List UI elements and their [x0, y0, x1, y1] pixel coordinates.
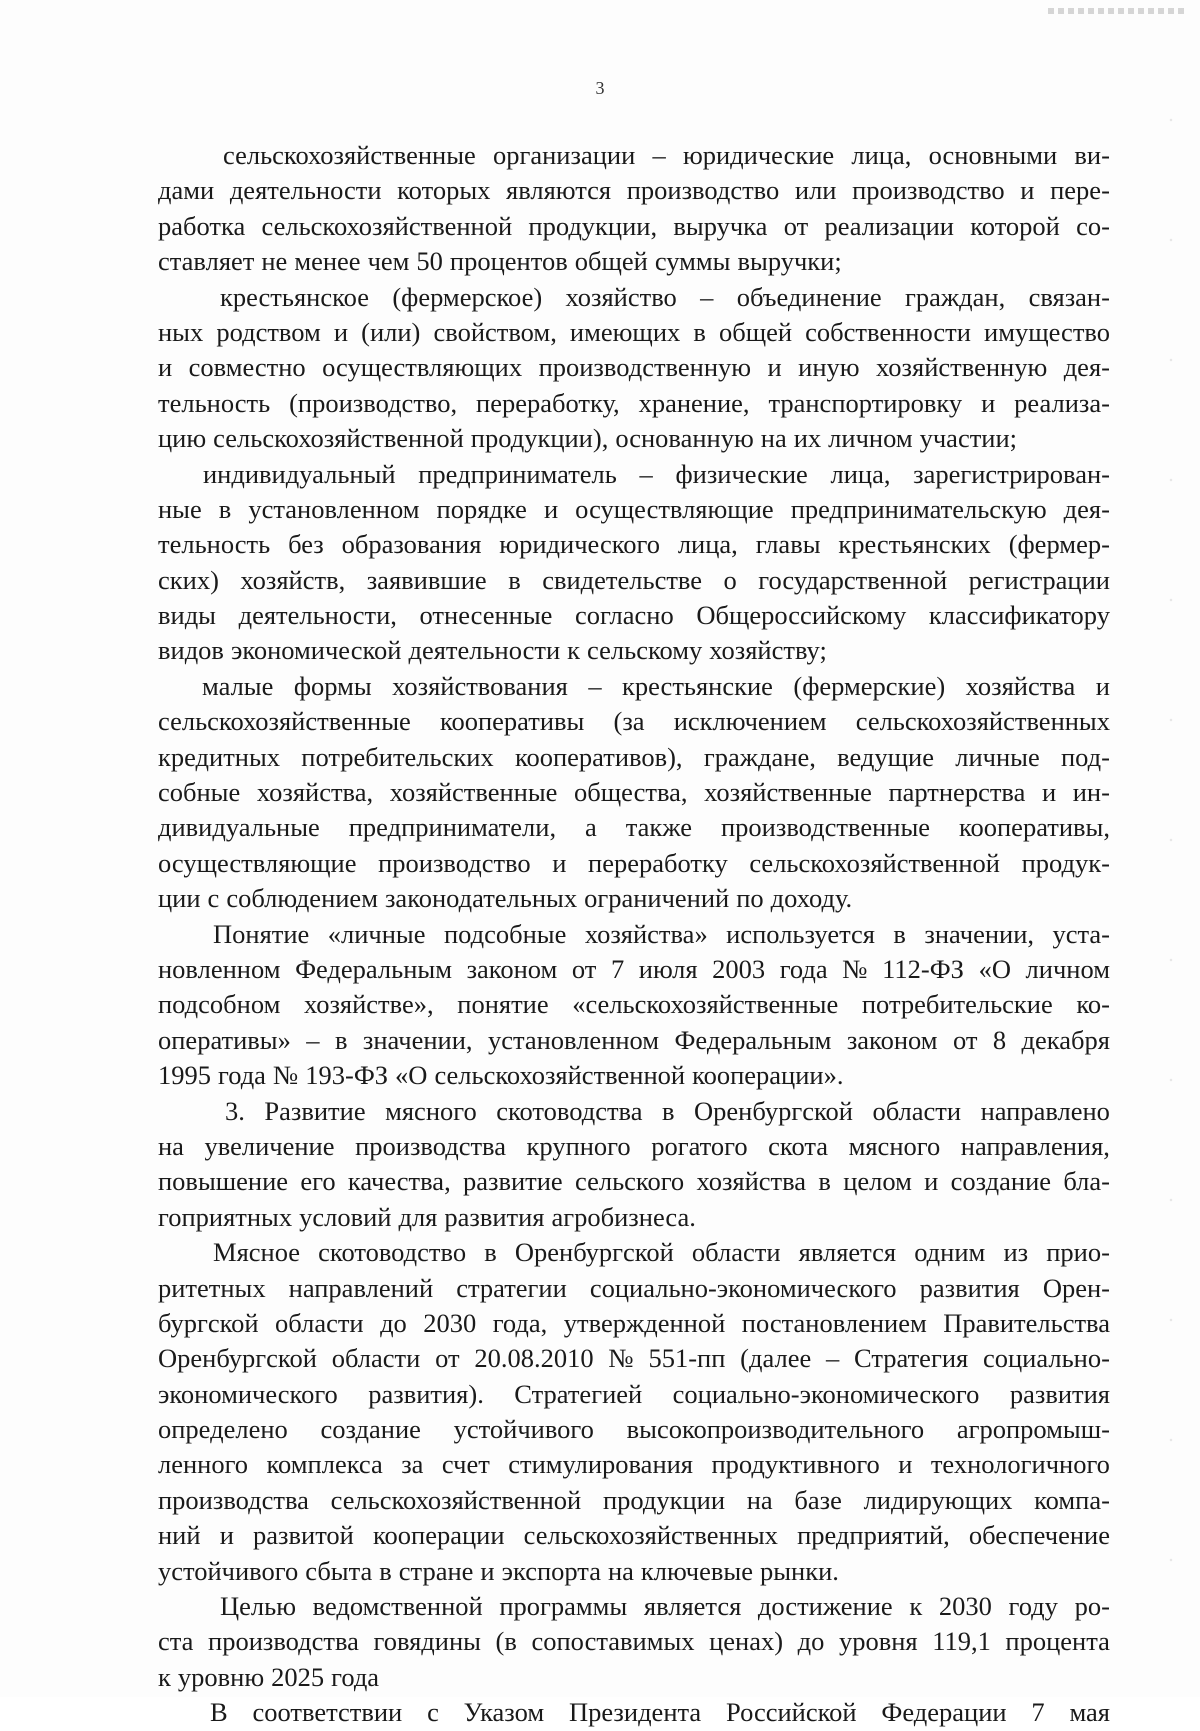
text-line: гоприятных условий для развития агробизнеса.	[158, 1201, 696, 1232]
text-line: и совместно осуществляющих производственную и иную хозяйственную дея-	[158, 352, 1110, 383]
text-line: ные в установленном порядке и осуществляющие предпринимательскую дея-	[158, 493, 1110, 524]
text-line: производства сельскохозяйственной продукции на базе лидирующих компа-	[158, 1484, 1110, 1515]
paragraph	[158, 1235, 1110, 1589]
text-line: собные хозяйства, хозяйственные общества, хозяйственные партнерства и ин-	[158, 777, 1110, 808]
text-line: повышение его качества, развитие сельского хозяйства в целом и создание бла-	[158, 1166, 1110, 1197]
text-line: на увеличение производства крупного рогатого скота мясного направления,	[158, 1130, 1110, 1161]
text-line: ленного комплекса за счет стимулирования продуктивного и технологичного	[158, 1449, 1110, 1480]
text-line: осуществляющие производство и переработку сельскохозяйственной продук-	[158, 847, 1110, 878]
text-line: ний и развитой кооперации сельскохозяйственных предприятий, обеспечение	[158, 1520, 1110, 1551]
text-line: Понятие «личные подсобные хозяйства» используется в значении, уста-	[213, 918, 1110, 949]
text-line: Оренбургской области от 20.08.2010 № 551-пп (далее – Стратегия социально-	[158, 1343, 1110, 1374]
text-line: подсобном хозяйстве», понятие «сельскохозяйственные потребительские ко-	[158, 989, 1110, 1020]
scan-edge-noise	[1160, 60, 1190, 1640]
text-line: ских) хозяйств, заявившие в свидетельстве о государственной регистрации	[158, 564, 1110, 595]
text-line: цию сельскохозяйственной продукции), основанную на их личном участии;	[158, 423, 1018, 454]
text-line: малые формы хозяйствования – крестьянские (фермерские) хозяйства и	[202, 670, 1110, 701]
text-line: ста производства говядины (в сопоставимых ценах) до уровня 119,1 процента	[158, 1626, 1110, 1657]
text-line: дивидуальные предприниматели, а также производственные кооперативы,	[158, 812, 1110, 843]
text-line: ставляет не менее чем 50 процентов общей суммы выручки;	[158, 246, 842, 277]
paragraph	[158, 138, 1110, 280]
paragraph	[158, 1589, 1110, 1695]
text-line: кредитных потребительских кооперативов), граждане, ведущие личные под-	[158, 741, 1110, 772]
text-line: к уровню 2025 года	[158, 1661, 380, 1692]
text-line: 3. Развитие мясного скотоводства в Оренбургской области направлено	[225, 1095, 1110, 1126]
text-line: 1995 года № 193-ФЗ «О сельскохозяйственной кооперации».	[158, 1060, 844, 1091]
text-line: устойчивого сбыта в стране и экспорта на ключевые рынки.	[158, 1555, 839, 1586]
paragraph	[158, 669, 1110, 917]
text-line: виды деятельности, отнесенные согласно Общероссийскому классификатору	[158, 600, 1110, 631]
text-line: тельность (производство, переработку, хранение, транспортировку и реализа-	[158, 387, 1110, 418]
text-line: новленном Федеральным законом от 7 июля 2003 года № 112-ФЗ «О личном	[158, 953, 1110, 984]
text-line: экономического развития). Стратегией социально-экономического развития	[158, 1378, 1110, 1409]
text-line: крестьянское (фермерское) хозяйство – объединение граждан, связан-	[220, 281, 1110, 312]
text-line: ции с соблюдением законодательных ограничений по доходу.	[158, 883, 853, 914]
paragraph	[158, 917, 1110, 1094]
text-line: оперативы» – в значении, установленном Федеральным законом от 8 декабря	[158, 1024, 1110, 1055]
text-line: дами деятельности которых являются производство или производство и пере-	[158, 175, 1110, 206]
document-body	[158, 138, 1110, 1731]
scan-artifact-mark	[1048, 8, 1188, 14]
text-line: бургской области до 2030 года, утвержденной постановлением Правительства	[158, 1307, 1110, 1338]
text-line: работка сельскохозяйственной продукции, выручка от реализации которой со-	[158, 210, 1110, 241]
text-line: тельность без образования юридического лица, главы крестьянских (фермер-	[158, 529, 1110, 560]
paragraph	[158, 457, 1110, 669]
text-line: В соответствии с Указом Президента Российской Федерации 7 мая	[210, 1697, 1110, 1728]
text-line: ритетных направлений стратегии социально-экономического развития Орен-	[158, 1272, 1110, 1303]
paragraph	[158, 280, 1110, 457]
paragraph	[158, 1695, 1110, 1730]
text-line: Целью ведомственной программы является достижение к 2030 году ро-	[220, 1591, 1110, 1622]
text-line: сельскохозяйственные кооперативы (за исключением сельскохозяйственных	[158, 706, 1110, 737]
text-line: видов экономической деятельности к сельскому хозяйству;	[158, 635, 827, 666]
paragraph	[158, 1094, 1110, 1236]
text-line: определено создание устойчивого высокопроизводительного агропромыш-	[158, 1414, 1110, 1445]
text-line: Мясное скотоводство в Оренбургской области является одним из прио-	[213, 1237, 1110, 1268]
text-line: индивидуальный предприниматель – физические лица, зарегистрирован-	[203, 458, 1110, 489]
page-number: 3	[595, 78, 605, 98]
text-line: ных родством и (или) свойством, имеющих в общей собственности имущество	[158, 316, 1110, 347]
text-line: сельскохозяйственные организации – юридические лица, основными ви-	[223, 140, 1110, 170]
